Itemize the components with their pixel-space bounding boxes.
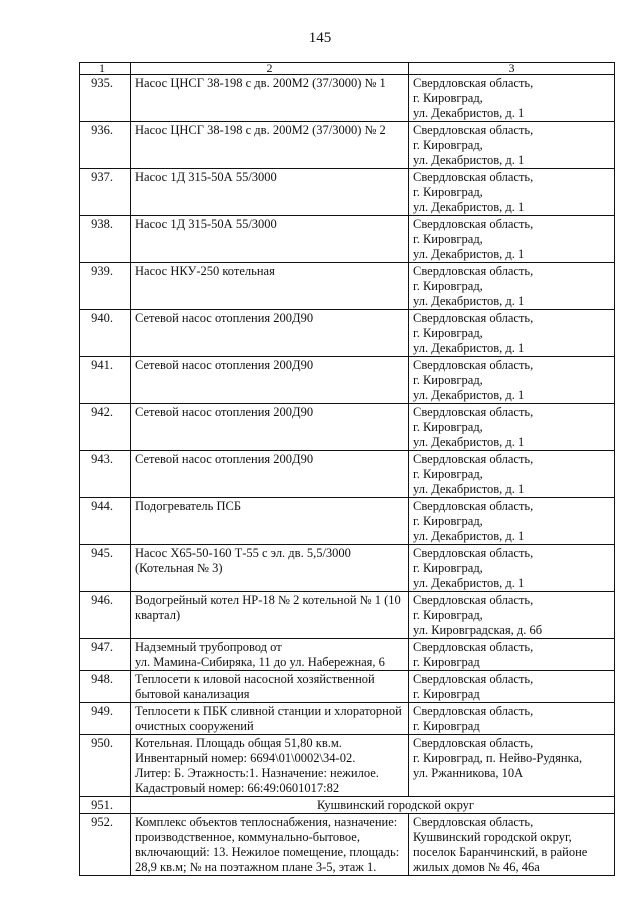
- address-line: Свердловская область,: [413, 640, 534, 654]
- object-name-line: ул. Мамина-Сибиряка, 11 до ул. Набережная, 6: [135, 655, 385, 669]
- object-name-cell: [131, 216, 409, 263]
- object-name-line: Насос НКУ-250 котельная: [135, 264, 275, 278]
- row-number: 947.: [80, 639, 131, 671]
- table-row: [80, 545, 615, 592]
- property-registry-table: [79, 62, 615, 876]
- registry-body: [80, 63, 615, 876]
- address-line: Свердловская область,: [413, 170, 534, 184]
- address-line: Свердловская область,: [413, 452, 534, 466]
- column-header: 3: [409, 63, 615, 75]
- object-name-cell: [131, 263, 409, 310]
- object-name-line: Комплекс объектов теплоснабжения, назначение:: [135, 815, 398, 829]
- address-cell: [409, 451, 615, 498]
- address-cell: [409, 404, 615, 451]
- address-cell: [409, 169, 615, 216]
- address-line: Свердловская область,: [413, 217, 534, 231]
- object-name-cell: [131, 703, 409, 735]
- object-name-line: Сетевой насос отопления 200Д90: [135, 311, 314, 325]
- section-title: Кушвинский городской округ: [131, 797, 615, 814]
- object-name-cell: [131, 814, 409, 876]
- object-name-line: Кадастровый номер: 66:49:0601017:82: [135, 781, 340, 795]
- address-line: ул. Декабристов, д. 1: [413, 153, 525, 167]
- address-line: г. Кировград: [413, 655, 480, 669]
- object-name-line: Теплосети к ПБК сливной станции и хлораторной: [135, 704, 402, 718]
- row-number: 946.: [80, 592, 131, 639]
- address-line: Свердловская область,: [413, 405, 534, 419]
- address-cell: [409, 545, 615, 592]
- object-name-line: Насос ЦНСГ 38-198 с дв. 200М2 (37/3000) № 1: [135, 76, 386, 90]
- address-line: г. Кировград,: [413, 373, 483, 387]
- object-name-cell: [131, 498, 409, 545]
- address-line: г. Кировград,: [413, 420, 483, 434]
- address-line: г. Кировград,: [413, 561, 483, 575]
- table-row: [80, 814, 615, 876]
- address-line: г. Кировград,: [413, 279, 483, 293]
- object-name-line: производственное, коммунально-бытовое,: [135, 830, 360, 844]
- row-number: 950.: [80, 735, 131, 797]
- address-line: Свердловская область,: [413, 358, 534, 372]
- table-row: [80, 310, 615, 357]
- object-name-line: Литер: Б. Этажность:1. Назначение: нежилое.: [135, 766, 379, 780]
- address-cell: [409, 216, 615, 263]
- address-line: Свердловская область,: [413, 264, 534, 278]
- column-header: 1: [80, 63, 131, 75]
- address-line: Свердловская область,: [413, 672, 534, 686]
- address-line: Свердловская область,: [413, 311, 534, 325]
- row-number: 948.: [80, 671, 131, 703]
- address-cell: [409, 122, 615, 169]
- address-line: Свердловская область,: [413, 704, 534, 718]
- object-name-line: Подогреватель ПСБ: [135, 499, 242, 513]
- table-row: [80, 671, 615, 703]
- address-cell: [409, 498, 615, 545]
- object-name-cell: [131, 75, 409, 122]
- page-number: 145: [308, 30, 332, 46]
- row-number: 935.: [80, 75, 131, 122]
- object-name-line: (Котельная № 3): [135, 561, 223, 575]
- object-name-line: Сетевой насос отопления 200Д90: [135, 405, 314, 419]
- table-row: [80, 75, 615, 122]
- object-name-line: бытовой канализация: [135, 687, 250, 701]
- object-name-cell: [131, 122, 409, 169]
- column-header: 2: [131, 63, 409, 75]
- address-line: ул. Декабристов, д. 1: [413, 294, 525, 308]
- address-line: ул. Декабристов, д. 1: [413, 482, 525, 496]
- address-line: ул. Декабристов, д. 1: [413, 247, 525, 261]
- address-line: Свердловская область,: [413, 736, 534, 750]
- row-number: 943.: [80, 451, 131, 498]
- object-name-line: Сетевой насос отопления 200Д90: [135, 358, 314, 372]
- row-number: 945.: [80, 545, 131, 592]
- row-number: 942.: [80, 404, 131, 451]
- address-line: поселок Баранчинский, в районе: [413, 845, 588, 859]
- object-name-line: Насос 1Д 315-50А 55/3000: [135, 217, 277, 231]
- address-line: ул. Декабристов, д. 1: [413, 200, 525, 214]
- address-line: Свердловская область,: [413, 76, 534, 90]
- address-cell: [409, 814, 615, 876]
- object-name-line: очистных сооружений: [135, 719, 254, 733]
- table-row: [80, 703, 615, 735]
- address-line: Свердловская область,: [413, 499, 534, 513]
- address-line: г. Кировград,: [413, 467, 483, 481]
- address-cell: [409, 639, 615, 671]
- object-name-cell: [131, 357, 409, 404]
- address-cell: [409, 592, 615, 639]
- table-row: [80, 404, 615, 451]
- address-line: ул. Декабристов, д. 1: [413, 435, 525, 449]
- table-row: [80, 592, 615, 639]
- section-row: [80, 797, 615, 814]
- object-name-cell: [131, 639, 409, 671]
- object-name-line: 28,9 кв.м; № на поэтажном плане 3-5, этаж 1.: [135, 860, 377, 874]
- object-name-cell: [131, 451, 409, 498]
- address-line: Свердловская область,: [413, 815, 534, 829]
- object-name-line: Водогрейный котел НР-18 № 2 котельной № 1 (10: [135, 593, 401, 607]
- address-line: Кушвинский городской округ,: [413, 830, 572, 844]
- row-number: 941.: [80, 357, 131, 404]
- address-line: г. Кировград: [413, 719, 480, 733]
- table-row: [80, 216, 615, 263]
- object-name-cell: [131, 671, 409, 703]
- address-line: жилых домов № 46, 46а: [413, 860, 540, 874]
- address-line: г. Кировград,: [413, 232, 483, 246]
- table-row: [80, 498, 615, 545]
- address-cell: [409, 357, 615, 404]
- table-row: [80, 357, 615, 404]
- address-line: ул. Декабристов, д. 1: [413, 106, 525, 120]
- table-row: [80, 451, 615, 498]
- object-name-cell: [131, 310, 409, 357]
- row-number: 940.: [80, 310, 131, 357]
- table-row: [80, 122, 615, 169]
- table-row: [80, 263, 615, 310]
- object-name-line: Теплосети к иловой насосной хозяйственной: [135, 672, 375, 686]
- object-name-cell: [131, 169, 409, 216]
- object-name-line: Надземный трубопровод от: [135, 640, 282, 654]
- address-line: г. Кировград,: [413, 514, 483, 528]
- address-cell: [409, 671, 615, 703]
- table-row: [80, 639, 615, 671]
- address-line: г. Кировград,: [413, 185, 483, 199]
- address-line: Свердловская область,: [413, 123, 534, 137]
- object-name-line: Котельная. Площадь общая 51,80 кв.м.: [135, 736, 342, 750]
- address-line: г. Кировград,: [413, 326, 483, 340]
- address-line: ул. Декабристов, д. 1: [413, 576, 525, 590]
- row-number: 944.: [80, 498, 131, 545]
- row-number: 937.: [80, 169, 131, 216]
- object-name-line: Насос 1Д 315-50А 55/3000: [135, 170, 277, 184]
- row-number: 951.: [80, 797, 131, 814]
- address-line: г. Кировград: [413, 687, 480, 701]
- row-number: 936.: [80, 122, 131, 169]
- address-line: Свердловская область,: [413, 546, 534, 560]
- address-line: ул. Декабристов, д. 1: [413, 388, 525, 402]
- address-cell: [409, 75, 615, 122]
- object-name-cell: [131, 592, 409, 639]
- object-name-line: включающий: 13. Нежилое помещение, площадь:: [135, 845, 400, 859]
- address-line: Свердловская область,: [413, 593, 534, 607]
- object-name-cell: [131, 735, 409, 797]
- address-cell: [409, 263, 615, 310]
- address-line: г. Кировград,: [413, 608, 483, 622]
- object-name-line: квартал): [135, 608, 181, 622]
- address-cell: [409, 310, 615, 357]
- object-name-line: Инвентарный номер: 6694\01\0002\34-02.: [135, 751, 356, 765]
- address-line: ул. Декабристов, д. 1: [413, 341, 525, 355]
- object-name-line: Насос ЦНСГ 38-198 с дв. 200М2 (37/3000) № 2: [135, 123, 386, 137]
- object-name-cell: [131, 404, 409, 451]
- object-name-line: Сетевой насос отопления 200Д90: [135, 452, 314, 466]
- address-line: ул. Декабристов, д. 1: [413, 529, 525, 543]
- row-number: 939.: [80, 263, 131, 310]
- address-line: ул. Ржанникова, 10А: [413, 766, 524, 780]
- address-cell: [409, 703, 615, 735]
- row-number: 949.: [80, 703, 131, 735]
- table-row: [80, 169, 615, 216]
- row-number: 938.: [80, 216, 131, 263]
- address-line: г. Кировград,: [413, 138, 483, 152]
- address-line: ул. Кировградская, д. 6б: [413, 623, 543, 637]
- table-header-row: [80, 63, 615, 75]
- table-row: [80, 735, 615, 797]
- object-name-cell: [131, 545, 409, 592]
- address-line: г. Кировград,: [413, 91, 483, 105]
- object-name-line: Насос Х65-50-160 Т-55 с эл. дв. 5,5/3000: [135, 546, 351, 560]
- row-number: 952.: [80, 814, 131, 876]
- address-line: г. Кировград, п. Нейво-Рудянка,: [413, 751, 583, 765]
- address-cell: [409, 735, 615, 797]
